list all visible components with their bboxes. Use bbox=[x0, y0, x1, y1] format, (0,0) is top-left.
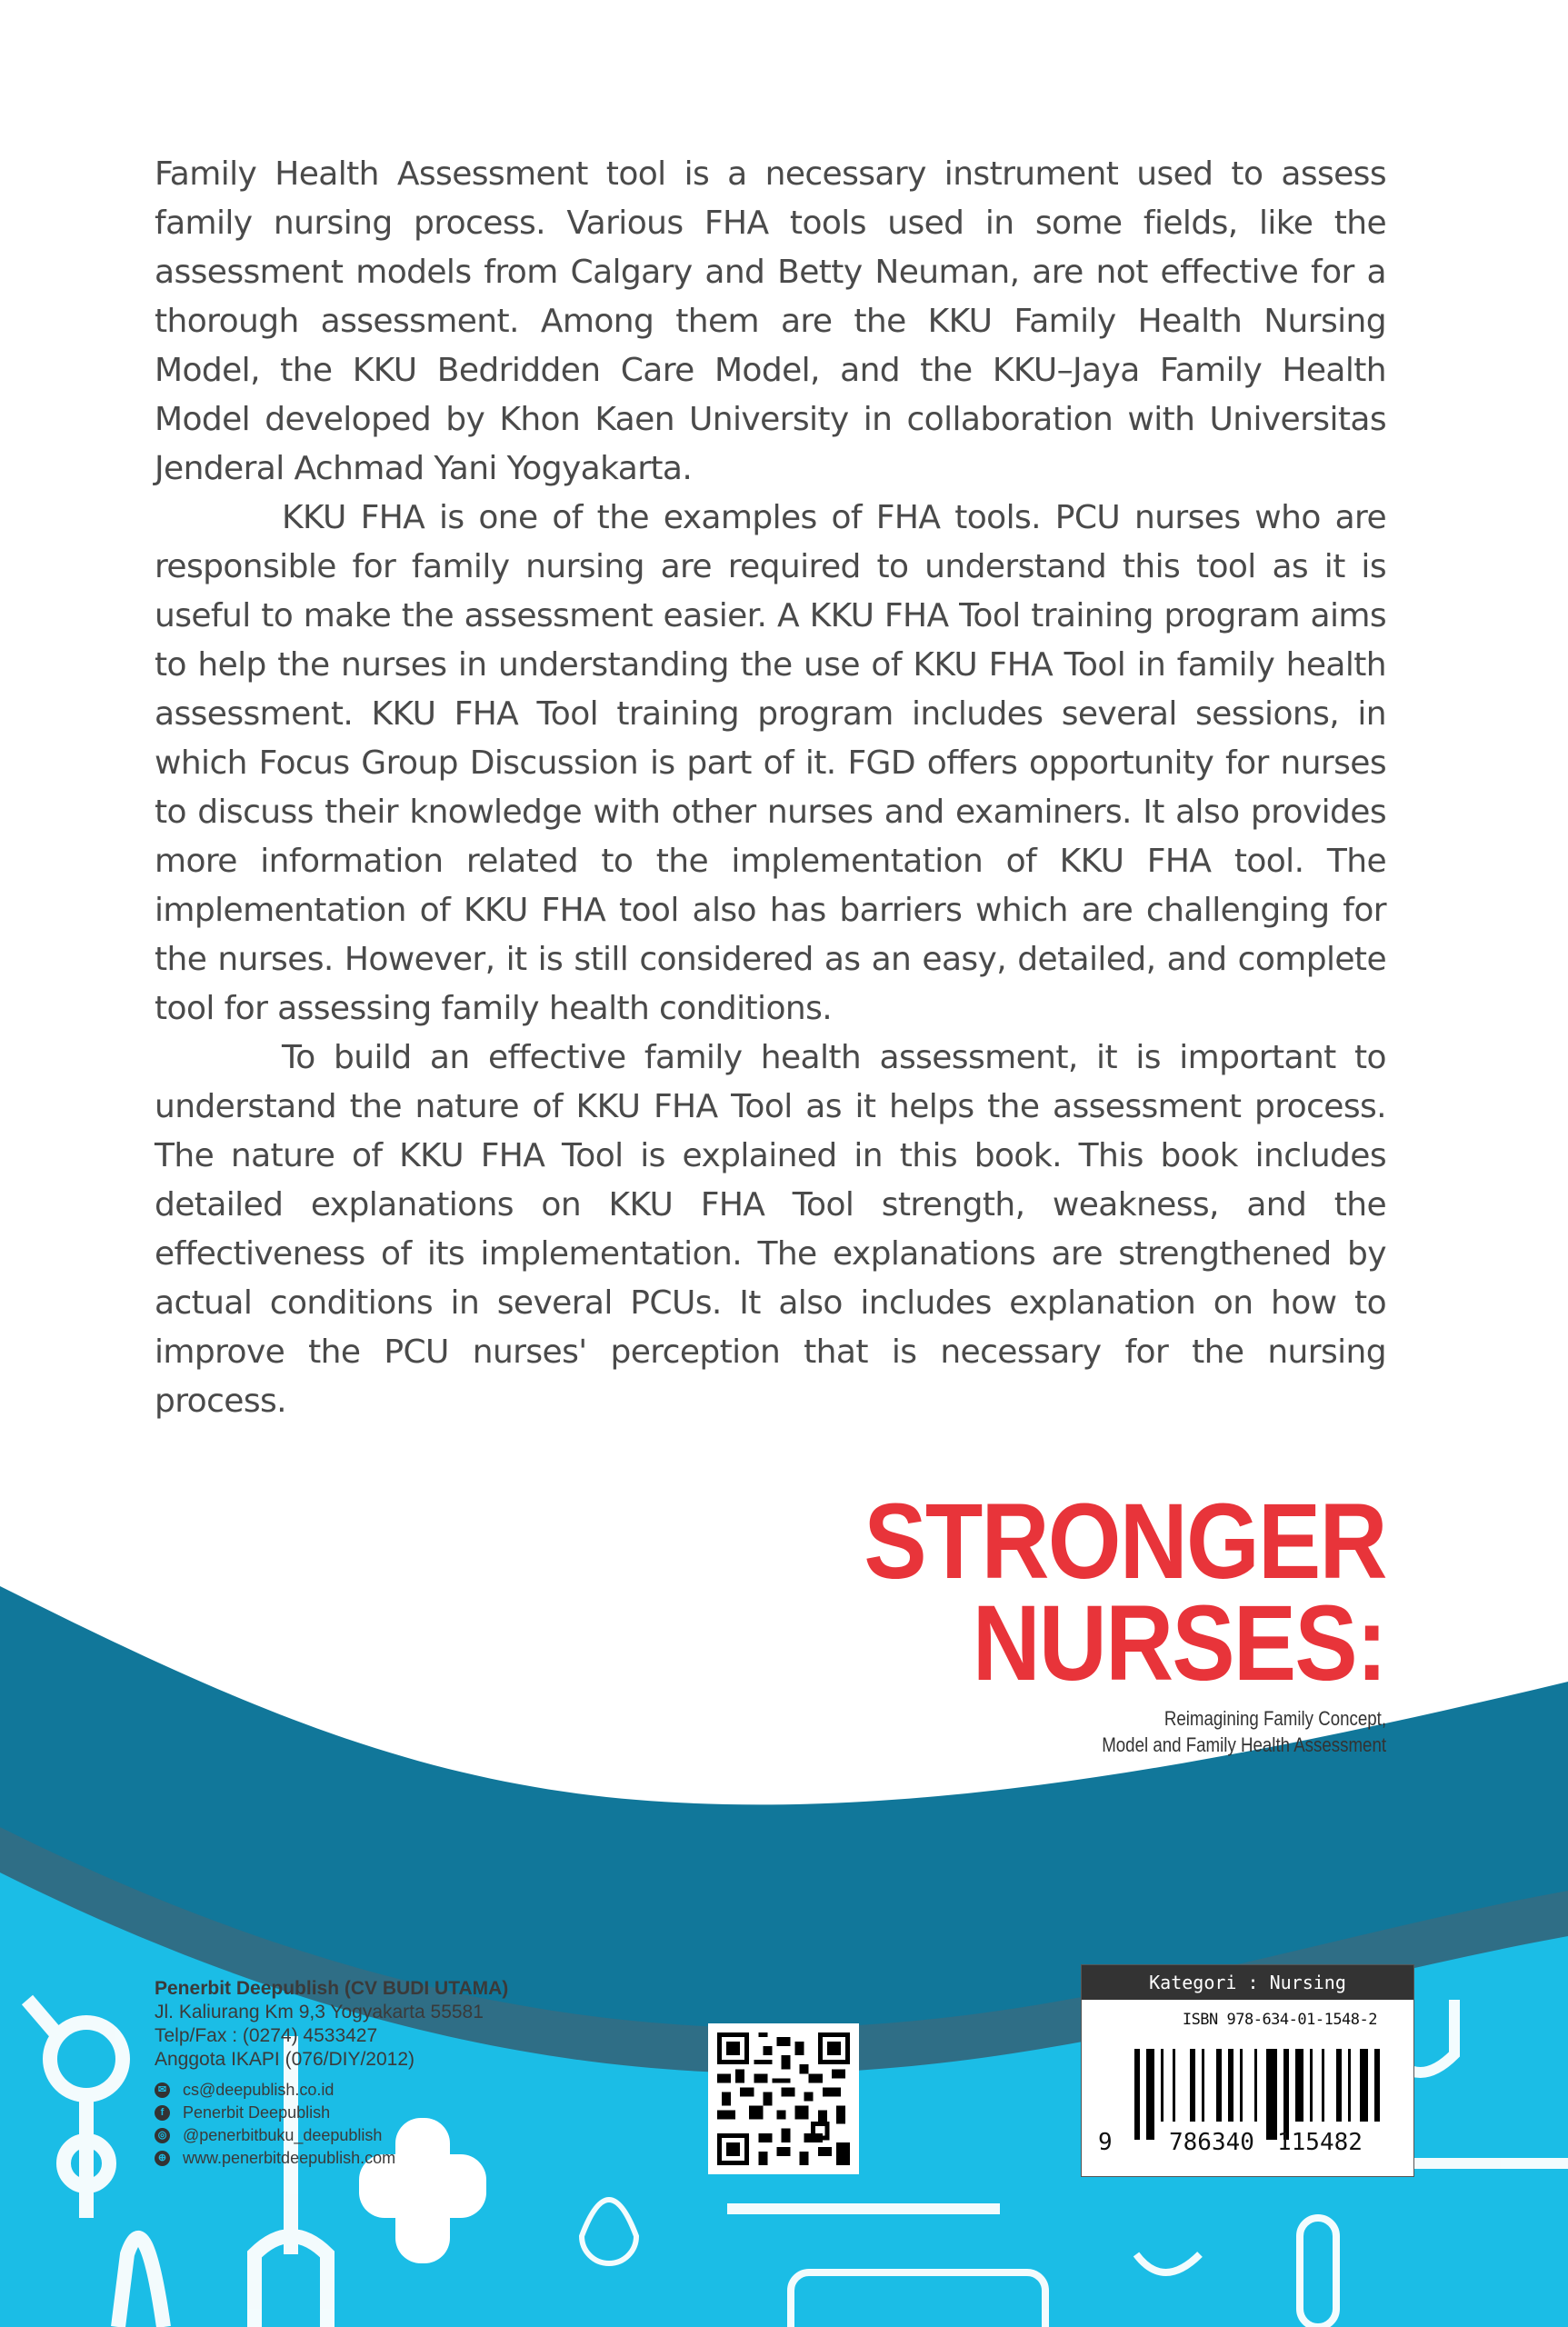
back-cover-blurb bbox=[155, 150, 1386, 1426]
publisher-name: Penerbit Deepublish (CV BUDI UTAMA) bbox=[155, 1978, 509, 1999]
barcode-bar bbox=[1134, 2049, 1140, 2140]
qr-code-pattern bbox=[717, 2032, 850, 2165]
isbn-barcode-box bbox=[1081, 1964, 1414, 2177]
publisher-info bbox=[155, 1977, 508, 2170]
publisher-phone: Telp/Fax : (0274) 4533427 bbox=[155, 2025, 378, 2046]
barcode-bar bbox=[1374, 2049, 1380, 2122]
barcode-bar bbox=[1146, 2049, 1154, 2140]
barcode-digit-first: 9 bbox=[1098, 2129, 1113, 2156]
blurb-paragraph-3: To build an effective family health assessment, it is important to understand the nature of KKU FHA Tool as it helps the assessment process. The nature of KKU FHA Tool is explained in this book. This book includes detailed explanations on KKU FHA Tool strength, weakness, and the effectiveness of its implementation. The explanations are strengthened by actual conditions in several PCUs. It also includes explanation on how to improve the PCU nurses' perception that is necessary for the nursing process. bbox=[155, 1039, 1386, 1420]
contact-text: cs@deepublish.co.id bbox=[183, 2081, 335, 2099]
barcode-bar bbox=[1336, 2049, 1342, 2122]
barcode-bar bbox=[1240, 2049, 1243, 2122]
barcode-bar bbox=[1173, 2049, 1175, 2122]
barcode-bar bbox=[1254, 2049, 1257, 2122]
barcode-bar bbox=[1283, 2049, 1289, 2140]
title-line-2: NURSES: bbox=[972, 1583, 1386, 1703]
subtitle-line-2: Model and Family Health Assessment bbox=[1102, 1733, 1386, 1756]
barcode-bar bbox=[1295, 2049, 1303, 2122]
contact-list bbox=[155, 2079, 508, 2170]
subtitle-line-1: Reimagining Family Concept, bbox=[1164, 1707, 1386, 1730]
contact-website[interactable] bbox=[155, 2147, 508, 2170]
contact-facebook[interactable] bbox=[155, 2102, 508, 2124]
isbn-text: ISBN 978-634-01-1548-2 bbox=[1182, 2011, 1377, 2029]
book-subtitle bbox=[1102, 1705, 1386, 1758]
barcode-bar bbox=[1216, 2049, 1222, 2122]
publisher-membership: Anggota IKAPI (076/DIY/2012) bbox=[155, 2049, 415, 2070]
barcode-bar bbox=[1322, 2049, 1324, 2122]
email-icon: ✉ bbox=[155, 2082, 170, 2098]
barcode-bar bbox=[1202, 2049, 1204, 2122]
contact-text: www.penerbitdeepublish.com bbox=[183, 2149, 396, 2167]
blurb-paragraph-2: KKU FHA is one of the examples of FHA tools. PCU nurses who are responsible for family nursing are required to understand this tool as it is useful to make the assessment easier. A KKU FHA Tool training program aims to help the nurses in understanding the use of KKU FHA Tool in family health assessment. KKU FHA Tool training program includes several sessions, in which Focus Group Discussion is part of it. FGD offers opportunity for nurses to discuss their knowledge with other nurses and examiners. It also provides more information related to the implementation of KKU FHA tool. The implementation of KKU FHA tool also has barriers which are challenging for the nurses. However, it is still considered as an easy, detailed, and complete tool for assessing family health conditions. bbox=[155, 499, 1386, 1027]
barcode-bar bbox=[1360, 2049, 1368, 2122]
qr-code[interactable] bbox=[708, 2023, 859, 2174]
instagram-icon: ◎ bbox=[155, 2128, 170, 2143]
barcode-digits-left: 786340 bbox=[1169, 2129, 1254, 2156]
barcode-bar bbox=[1266, 2049, 1277, 2140]
publisher-address: Jl. Kaliurang Km 9,3 Yogyakarta 55581 bbox=[155, 2002, 484, 2022]
contact-text: @penerbitbuku_deepublish bbox=[183, 2126, 383, 2144]
title-line-1: STRONGER bbox=[864, 1482, 1386, 1602]
contact-instagram[interactable] bbox=[155, 2124, 508, 2147]
facebook-icon: f bbox=[155, 2105, 170, 2121]
barcode-bar bbox=[1161, 2049, 1164, 2122]
barcode-bar bbox=[1228, 2049, 1233, 2122]
contact-text: Penerbit Deepublish bbox=[183, 2103, 331, 2122]
globe-icon: ⊕ bbox=[155, 2151, 170, 2166]
blurb-paragraph-1: Family Health Assessment tool is a necessary instrument used to assess family nursing process. Various FHA tools used in some fields, like the assessment models from Calgary and Betty Neuman, are not effective for a thorough assessment. Among them are the KKU Family Health Nursing Model, the KKU Bedridden Care Model, and the KKU–Jaya Family Health Model developed by Khon Kaen University in collaboration with Universitas Jenderal Achmad Yani Yogyakarta. bbox=[155, 155, 1386, 487]
barcode-bar bbox=[1348, 2049, 1351, 2122]
book-title bbox=[864, 1482, 1386, 1703]
contact-email[interactable] bbox=[155, 2079, 508, 2102]
category-label: Kategori : Nursing bbox=[1082, 1965, 1413, 2000]
barcode-digits-right: 115482 bbox=[1277, 2129, 1363, 2156]
barcode-bar bbox=[1190, 2049, 1195, 2122]
barcode-bar bbox=[1310, 2049, 1313, 2122]
